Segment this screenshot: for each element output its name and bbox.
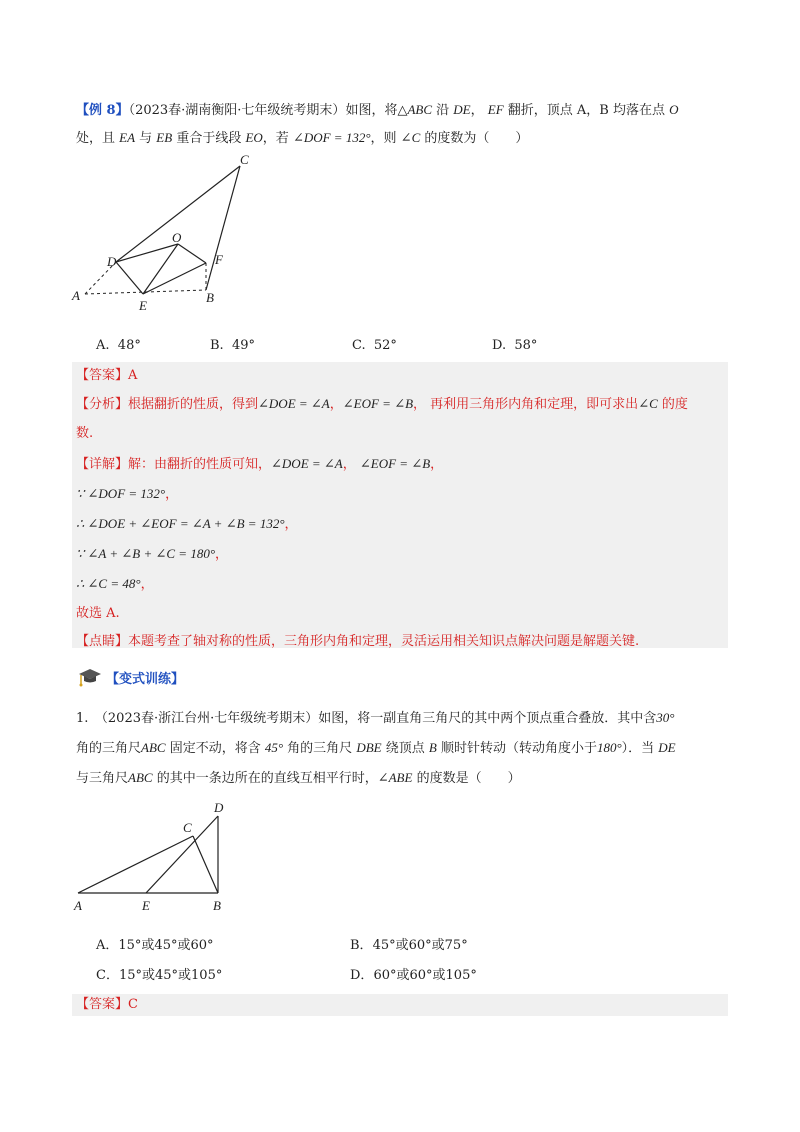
option-value: 48°	[117, 338, 141, 353]
q1-answer-band	[72, 994, 728, 1016]
segment-dc	[116, 166, 240, 262]
option-value: 45°或60°或75°	[372, 938, 468, 953]
label-b: B	[213, 898, 221, 913]
label-c: C	[183, 820, 192, 835]
segment-ac	[78, 836, 193, 893]
option-value: 52°	[373, 338, 397, 353]
label-c: C	[240, 152, 249, 167]
option-key: D．	[350, 968, 374, 983]
answer-tag: 【答案】	[76, 368, 129, 383]
text: 数.	[76, 426, 94, 441]
step-1	[76, 484, 178, 505]
step-3	[76, 544, 228, 565]
option-key: C．	[96, 968, 119, 983]
text: ，	[342, 457, 360, 472]
text: 绕顶点	[381, 741, 429, 756]
math: ABC	[141, 740, 166, 755]
q1-line1	[76, 708, 674, 729]
option-key: A．	[96, 938, 119, 953]
math: DBE	[356, 740, 382, 755]
option-key: C.	[352, 338, 366, 353]
segment-cb	[206, 166, 240, 290]
q1-line3	[76, 768, 521, 789]
text: 如图，将	[345, 103, 398, 118]
option-key: B．	[350, 938, 373, 953]
text: ， 再利用三角形内角和定理，即可求出	[413, 397, 639, 412]
q1-line2	[76, 738, 676, 759]
text: ，则	[370, 131, 401, 146]
answer-value: A	[128, 368, 138, 383]
option-d[interactable]	[492, 336, 537, 356]
math: ∴ ∠DOE + ∠EOF = ∠A + ∠B = 132°	[76, 516, 285, 531]
text: ，	[140, 577, 154, 592]
text: 与三角尺	[76, 771, 129, 786]
q1-option-a[interactable]	[96, 936, 214, 956]
example8-figure	[60, 150, 280, 325]
math-condition: ∠DOF = 132°	[292, 130, 371, 145]
segment-do	[116, 244, 178, 262]
math: ∠EOF = ∠B	[342, 396, 414, 411]
segment-oe	[143, 244, 178, 294]
practice-heading: 【变式训练】	[106, 672, 185, 687]
q1-option-d[interactable]	[350, 966, 477, 986]
answer-tag: 【答案】	[76, 997, 129, 1012]
comment-text: 本题考查了轴对称的性质，三角形内角和定理，灵活运用相关知识点解决问题是解题关键.	[128, 634, 640, 649]
math: ∵ ∠DOF = 132°	[76, 486, 166, 501]
text: 重合于线段	[172, 131, 246, 146]
option-value: 15°或45°或105°	[118, 968, 223, 983]
text: 解：由翻折的性质可知，	[128, 457, 272, 472]
text: ）．当	[621, 741, 659, 756]
math: ∵ ∠A + ∠B + ∠C = 180°	[76, 546, 216, 561]
segment-ef	[143, 263, 206, 294]
label-b: B	[206, 290, 214, 305]
text: 的度	[657, 397, 688, 412]
detail-tag: 【详解】	[76, 457, 129, 472]
math: 45°	[264, 740, 284, 755]
label-e: E	[142, 898, 150, 913]
final-line	[76, 604, 120, 624]
text: ，	[329, 397, 343, 412]
text: 的度数是（ ）	[412, 771, 521, 786]
math-de: DE	[453, 102, 471, 117]
comment-line	[76, 632, 639, 652]
step-2	[76, 514, 298, 535]
text: 的度数为（ ）	[420, 131, 529, 146]
math: 180°	[596, 740, 622, 755]
analysis-tag: 【分析】	[76, 397, 129, 412]
math: B	[428, 740, 437, 755]
text: 顺时针转动（转动角度小于	[436, 741, 597, 756]
answer-line	[76, 366, 137, 386]
label-d: D	[107, 254, 117, 269]
math-angle-c: ∠C	[400, 130, 421, 145]
text: 与	[135, 131, 157, 146]
detail-line	[76, 454, 443, 475]
label-e: E	[139, 298, 147, 313]
q1-figure	[60, 792, 260, 922]
q1-option-b[interactable]	[350, 936, 468, 956]
math: DE	[658, 740, 676, 755]
option-b[interactable]	[210, 336, 255, 356]
example-source: （2023春·湖南衡阳·七年级统考期末）	[128, 103, 346, 118]
label-a: A	[74, 898, 82, 913]
text: 故选 A.	[76, 606, 120, 621]
math-ea: EA	[119, 130, 136, 145]
q1-answer-line	[76, 995, 138, 1015]
text: 1. （2023春·浙江台州·七年级统考期末）如图，将一副直角三角尺的其中两个顶点重合叠放．其中含	[76, 711, 657, 726]
text: 的其中一条边所在的直线互相平行时，	[152, 771, 378, 786]
option-value: 49°	[231, 338, 255, 353]
comment-tag: 【点睛】	[76, 634, 129, 649]
text: 角的三角尺	[76, 741, 142, 756]
option-key: A.	[96, 338, 110, 353]
math: ∴ ∠C = 48°	[76, 576, 141, 591]
math-eo: EO	[245, 130, 263, 145]
math: ABC	[128, 770, 153, 785]
example8-line2	[76, 128, 528, 149]
text: 处，且	[76, 131, 120, 146]
math: ∠DOE = ∠A	[258, 396, 330, 411]
label-f: F	[215, 252, 223, 267]
option-value: 58°	[514, 338, 538, 353]
math: 30°	[656, 710, 675, 725]
answer-value: C	[128, 997, 138, 1012]
text: 根据翻折的性质，得到	[128, 397, 259, 412]
segment-de	[116, 262, 143, 294]
math-ef: EF	[487, 102, 504, 117]
math-triangle: △ABC	[397, 102, 433, 117]
option-c[interactable]	[352, 336, 397, 356]
text: 沿	[432, 103, 454, 118]
text: ，	[284, 517, 298, 532]
graduation-cap-icon	[78, 666, 102, 688]
text: 角的三角尺	[283, 741, 357, 756]
label-o: O	[172, 230, 182, 245]
option-a[interactable]	[96, 336, 141, 356]
option-key: B.	[210, 338, 224, 353]
label-a: A	[72, 288, 80, 303]
text: ，	[430, 457, 444, 472]
step-4	[76, 574, 154, 595]
text: 翻折，顶点 A，B 均落在点	[503, 103, 670, 118]
text: ，	[165, 487, 179, 502]
option-key: D.	[492, 338, 507, 353]
analysis-line2	[76, 424, 93, 444]
q1-option-c[interactable]	[96, 966, 222, 986]
option-value: 60°或60°或105°	[373, 968, 477, 983]
segment-cb	[193, 836, 218, 893]
example8-line1	[76, 100, 679, 121]
math: ∠ABE	[377, 770, 413, 785]
text: ，若	[262, 131, 293, 146]
math-o: O	[669, 102, 679, 117]
math: ∠EOF = ∠B	[359, 456, 431, 471]
math-eb: EB	[156, 130, 173, 145]
math: ∠C	[638, 396, 658, 411]
example-tag: 【例 8】	[76, 103, 129, 118]
segment-of	[178, 244, 206, 263]
math: ∠DOE = ∠A	[271, 456, 343, 471]
analysis-line1	[76, 394, 688, 415]
text: 固定不动，将含	[165, 741, 265, 756]
text: ，	[215, 547, 229, 562]
option-value: 15°或45°或60°	[118, 938, 214, 953]
label-d: D	[214, 800, 224, 815]
text: ，	[470, 103, 488, 118]
